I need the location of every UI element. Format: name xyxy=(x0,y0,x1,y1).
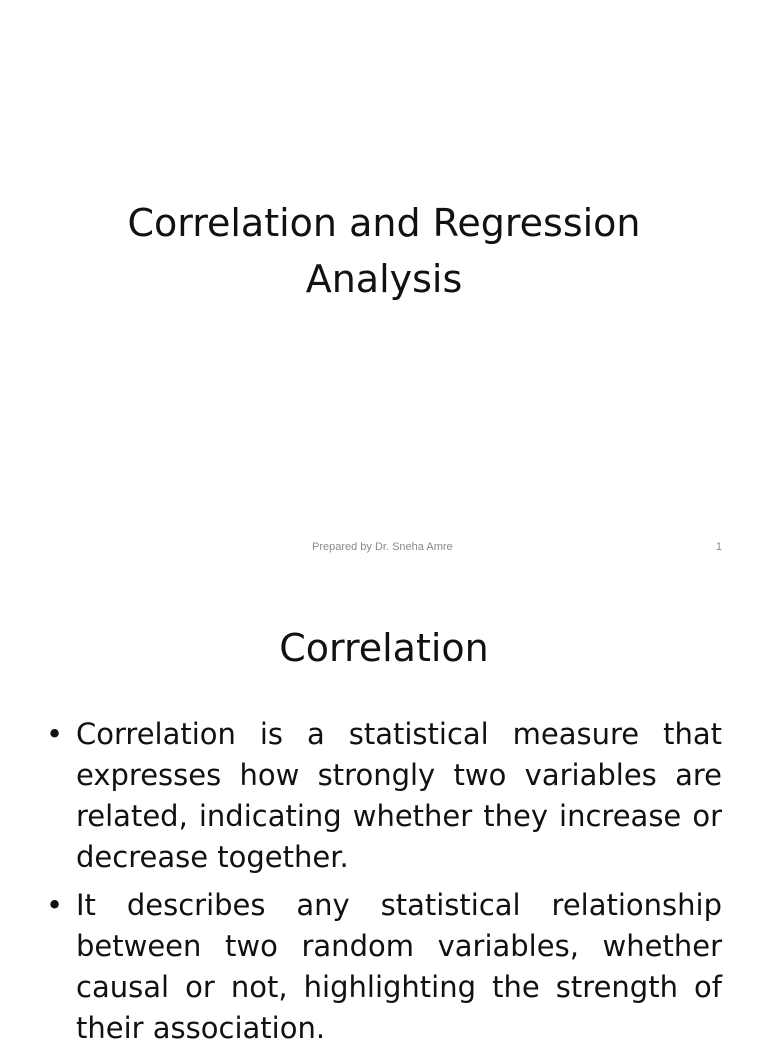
slide-title: Correlation xyxy=(279,626,489,670)
slide-number: 1 xyxy=(715,541,722,553)
bullet-icon: • xyxy=(46,888,64,922)
bullet-text: It describes any statistical relationship between two random variables, whether causal or not, highlighting the strength of their association. xyxy=(76,888,722,1045)
title-line-1: Correlation and Regression xyxy=(127,201,641,245)
bullet-item xyxy=(46,885,722,1049)
bullet-list xyxy=(46,714,722,1056)
bullet-text: Correlation is a statistical measure that expresses how strongly two variables are related, indicating whether they increase or decrease together. xyxy=(76,717,722,874)
footer-author: Prepared by Dr. Sneha Amre xyxy=(312,541,453,553)
bullet-icon: • xyxy=(46,717,64,751)
presentation-title xyxy=(0,195,768,307)
title-line-2: Analysis xyxy=(305,257,463,301)
bullet-item xyxy=(46,714,722,878)
correlation-slide xyxy=(0,576,768,1045)
